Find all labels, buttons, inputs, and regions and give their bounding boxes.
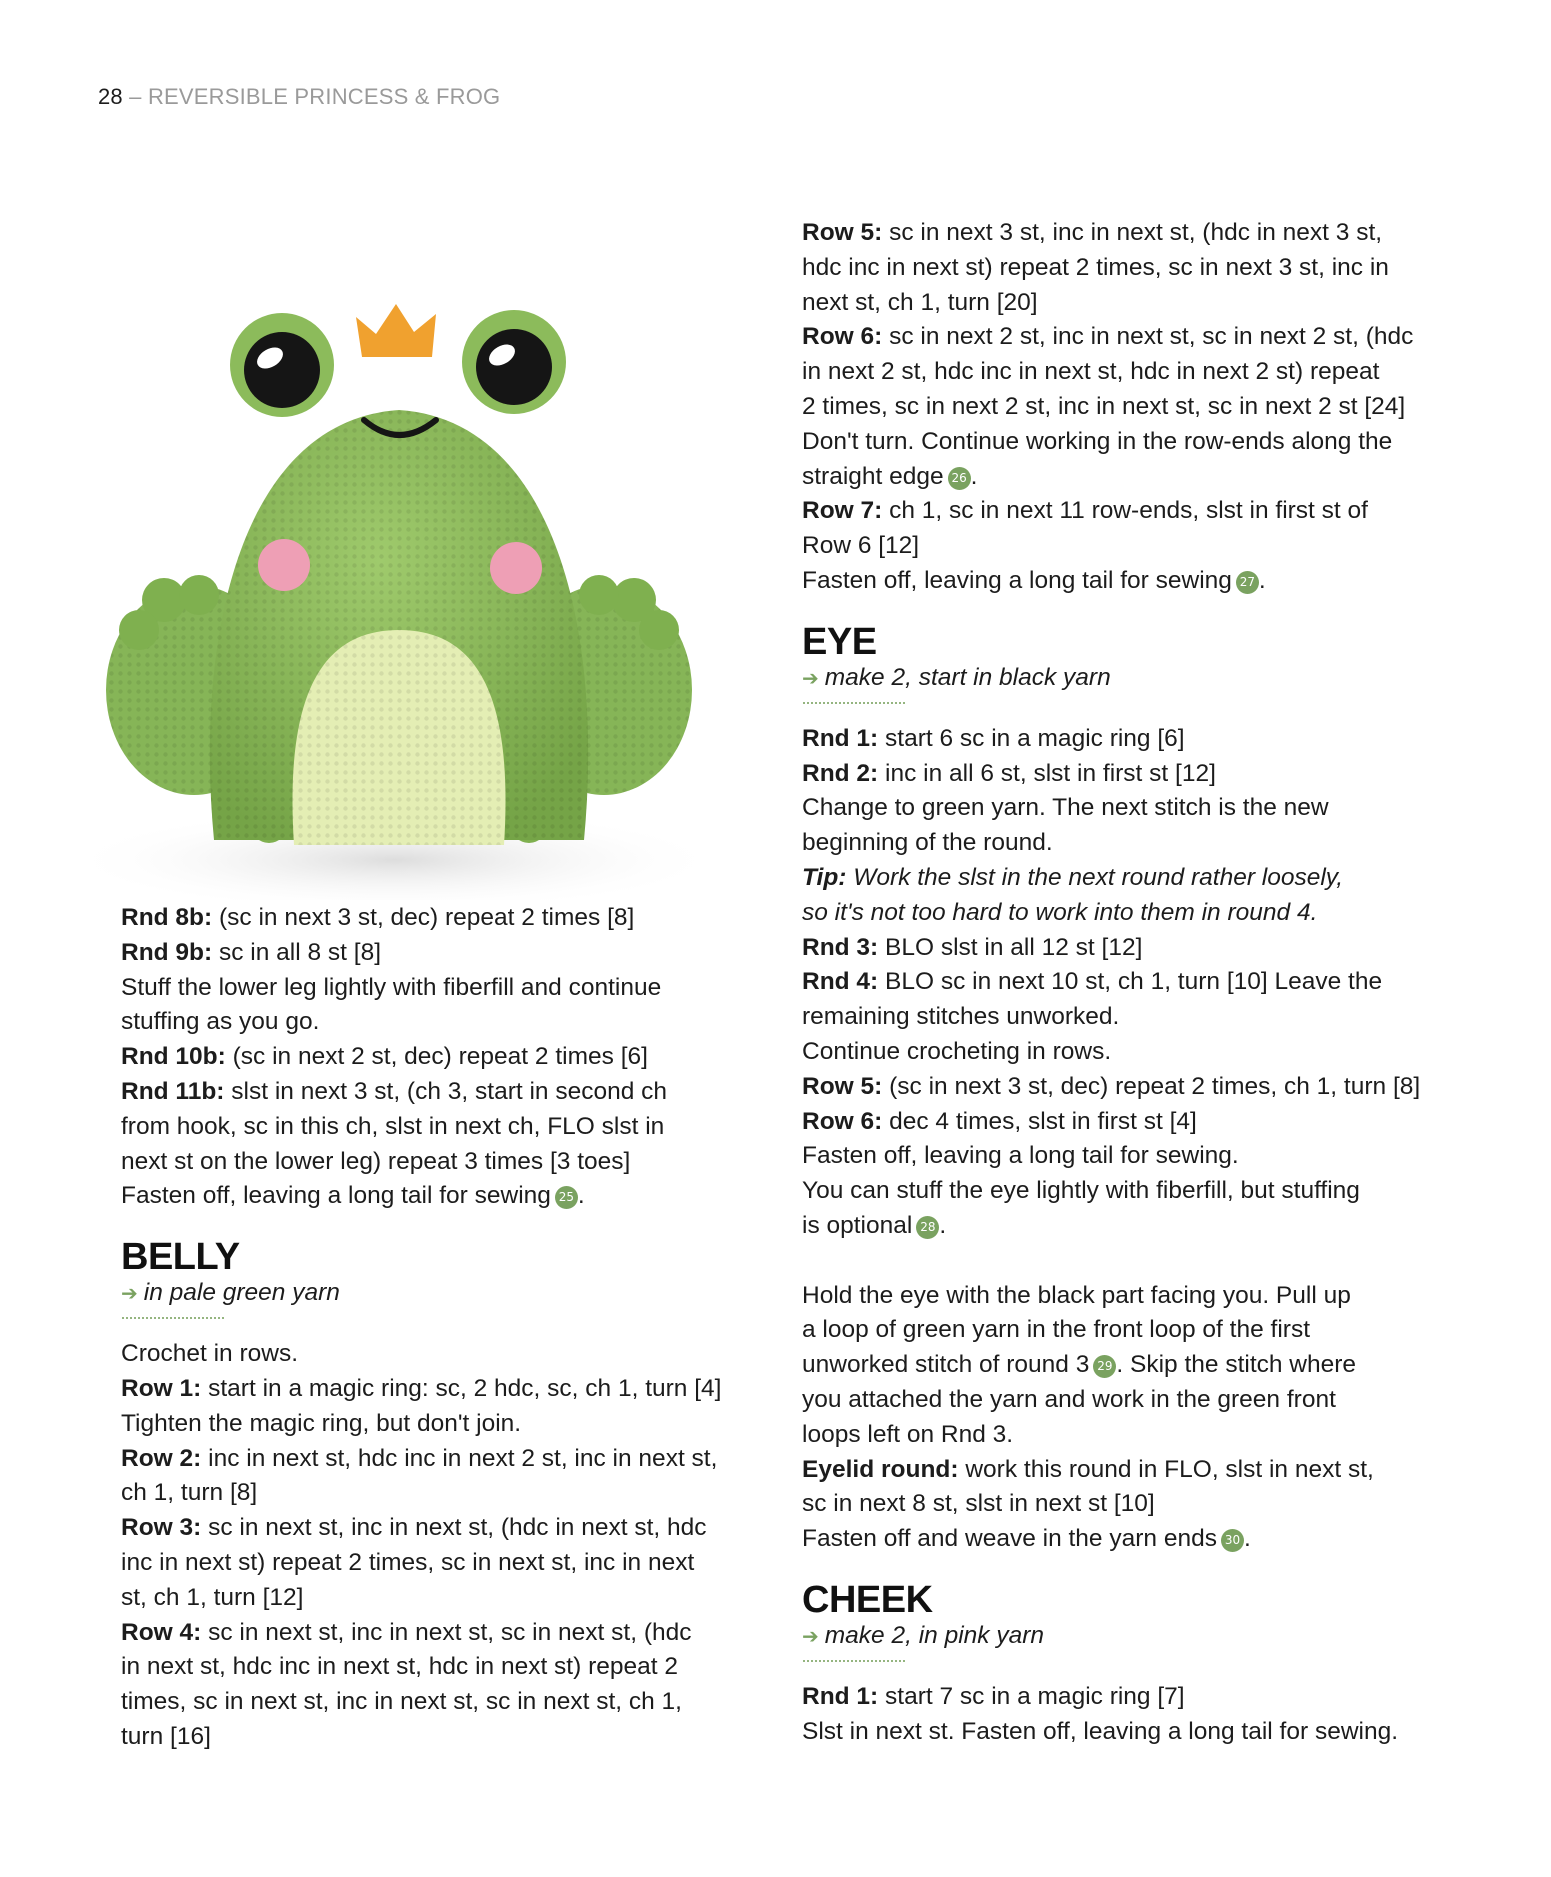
- step-text: BLO slst in all 12 st [12]: [878, 933, 1143, 961]
- eye-right: [462, 310, 566, 414]
- instruction-line: [121, 1075, 771, 1110]
- instruction-line: [802, 494, 1452, 529]
- cheek-section: [802, 1579, 1452, 1750]
- step-text: Change to green yarn. The next stitch is the new: [802, 794, 1329, 822]
- frog-photo: [44, 300, 724, 900]
- instruction-line: [802, 1035, 1452, 1070]
- step-text-after: .: [577, 1182, 585, 1210]
- instruction-line: [121, 1546, 771, 1581]
- instruction-line: [121, 1476, 771, 1511]
- step-text: Fasten off and weave in the yarn ends: [802, 1525, 1217, 1553]
- step-text: inc in next st) repeat 2 times, sc in next st, inc in next: [121, 1548, 695, 1576]
- step-text: inc in next st, hdc inc in next 2 st, inc in next st,: [201, 1444, 718, 1472]
- belly-section: [121, 1236, 771, 1755]
- step-text: start in a magic ring: sc, 2 hdc, sc, ch 1, turn [4]: [201, 1374, 722, 1402]
- step-text: 2 times, sc in next 2 st, inc in next st, sc in next 2 st [24]: [802, 392, 1406, 420]
- step-text: (sc in next 3 st, dec) repeat 2 times, ch 1, turn [8]: [882, 1072, 1421, 1100]
- step-text: sc in next 2 st, inc in next st, sc in next 2 st, (hdc: [882, 323, 1414, 351]
- step-text: Tighten the magic ring, but don't join.: [121, 1409, 522, 1437]
- step-text-after: .: [939, 1211, 947, 1239]
- instruction-line: [802, 425, 1452, 460]
- instruction-line: [802, 826, 1452, 861]
- section-subtitle-cheek: ➔ make 2, in pink yarn: [802, 1621, 1045, 1649]
- step-text: sc in next 8 st, slst in next st [10]: [802, 1490, 1155, 1518]
- photo-reference-badge: 27: [1236, 571, 1259, 594]
- instruction-line: [121, 1511, 771, 1546]
- instruction-line: [121, 936, 771, 971]
- running-head-separator: –: [122, 84, 148, 109]
- cheek-instructions: [802, 1680, 1452, 1750]
- instruction-line: [802, 1348, 1452, 1383]
- step-text-after: . Skip the stitch where: [1116, 1351, 1357, 1379]
- step-text: BLO sc in next 10 st, ch 1, turn [10] Leave the: [878, 968, 1383, 996]
- arrow-icon: ➔: [802, 667, 819, 690]
- arrow-icon: ➔: [802, 1625, 819, 1648]
- step-text: sc in next 3 st, inc in next st, (hdc in next 3 st,: [882, 219, 1383, 246]
- step-text: dec 4 times, slst in first st [4]: [882, 1107, 1197, 1135]
- step-text: Work the slst in the next round rather loosely,: [846, 863, 1344, 891]
- step-label: Row 6:: [802, 323, 883, 351]
- step-text: sc in next st, inc in next st, (hdc in next st, hdc: [201, 1514, 707, 1542]
- step-text: Hold the eye with the black part facing you. Pull up: [802, 1281, 1351, 1309]
- instruction-line: [121, 1616, 771, 1651]
- step-label: Rnd 10b:: [121, 1043, 226, 1071]
- instruction-line: [121, 901, 771, 936]
- eye-instructions: [802, 722, 1452, 1557]
- dotted-divider: [802, 702, 906, 704]
- step-text: ch 1, sc in next 11 row-ends, slst in first st of: [882, 497, 1368, 525]
- instruction-line: [121, 1005, 771, 1040]
- step-text: st, ch 1, turn [12]: [121, 1583, 304, 1611]
- step-text: start 7 sc in a magic ring [7]: [878, 1682, 1185, 1710]
- step-text: next st, ch 1, turn [20]: [802, 288, 1038, 316]
- step-text: Fasten off, leaving a long tail for sewing: [121, 1182, 551, 1210]
- photo-reference-badge: 25: [555, 1186, 578, 1209]
- step-text: Don't turn. Continue working in the row-ends along the: [802, 427, 1393, 455]
- step-label: Rnd 2:: [802, 759, 879, 787]
- instruction-line: [802, 965, 1452, 1000]
- instruction-line: [121, 1720, 771, 1755]
- crown: [356, 304, 436, 357]
- instruction-line: [802, 251, 1452, 286]
- instruction-line: [802, 1418, 1452, 1453]
- dotted-divider: [121, 1317, 225, 1319]
- instruction-line: [802, 757, 1452, 792]
- photo-reference-badge: 29: [1093, 1355, 1116, 1378]
- step-text: ch 1, turn [8]: [121, 1479, 258, 1507]
- photo-reference-badge: 26: [948, 467, 971, 490]
- instruction-line: [802, 564, 1452, 599]
- step-text: remaining stitches unworked.: [802, 1003, 1120, 1031]
- instruction-line: [121, 1442, 771, 1477]
- instruction-line: [802, 896, 1452, 931]
- instruction-line: [121, 1040, 771, 1075]
- instruction-line: [802, 722, 1452, 757]
- step-label: Eyelid round:: [802, 1455, 959, 1483]
- step-label: Row 2:: [121, 1444, 202, 1472]
- instruction-line: [802, 320, 1452, 355]
- running-head: [98, 84, 500, 110]
- instruction-line: [802, 1000, 1452, 1035]
- instruction-line: [802, 1487, 1452, 1522]
- step-text: is optional: [802, 1211, 913, 1239]
- step-label: Row 1:: [121, 1374, 202, 1402]
- step-text: hdc inc in next st) repeat 2 times, sc in next 3 st, inc in: [802, 253, 1389, 281]
- step-text: (sc in next 3 st, dec) repeat 2 times [8]: [212, 904, 635, 931]
- step-text-after: .: [1243, 1525, 1251, 1553]
- instruction-line: [802, 1279, 1452, 1314]
- instruction-line: [121, 1685, 771, 1720]
- step-text: sc in all 8 st [8]: [212, 938, 382, 966]
- step-text: start 6 sc in a magic ring [6]: [878, 724, 1185, 752]
- step-text: unworked stitch of round 3: [802, 1351, 1090, 1379]
- instruction-line: [121, 1337, 771, 1372]
- instruction-line: [802, 1522, 1452, 1557]
- eye-section: [802, 621, 1452, 1557]
- instruction-line: [802, 460, 1452, 495]
- step-label: Row 4:: [121, 1618, 202, 1646]
- step-text: straight edge: [802, 462, 944, 490]
- instruction-line: [802, 1139, 1452, 1174]
- instruction-line: [802, 1209, 1452, 1244]
- step-label: Row 3:: [121, 1514, 202, 1542]
- step-text: Slst in next st. Fasten off, leaving a long tail for sewing.: [802, 1717, 1399, 1745]
- instruction-line: [121, 1581, 771, 1616]
- instruction-line: [802, 1715, 1452, 1750]
- instruction-line: [121, 971, 771, 1006]
- cheek-right: [490, 542, 542, 594]
- step-label: Row 5:: [802, 219, 883, 246]
- step-text: Continue crocheting in rows.: [802, 1037, 1112, 1065]
- step-label: Rnd 1:: [802, 1682, 879, 1710]
- section-subtitle-eye: ➔ make 2, start in black yarn: [802, 663, 1111, 691]
- instruction-line: [802, 1244, 1452, 1279]
- instruction-line: [802, 1453, 1452, 1488]
- instruction-line: [802, 355, 1452, 390]
- step-text: turn [16]: [121, 1722, 211, 1750]
- step-text: in next 2 st, hdc inc in next st, hdc in next 2 st) repeat: [802, 358, 1380, 386]
- instruction-line: [802, 286, 1452, 321]
- step-label: Row 5:: [802, 1072, 883, 1100]
- step-label: Rnd 4:: [802, 968, 879, 996]
- section-title-cheek: CHEEK: [802, 1578, 933, 1621]
- step-label: Rnd 1:: [802, 724, 879, 752]
- instruction-line: [802, 529, 1452, 564]
- page-number: 28: [98, 84, 123, 109]
- step-text: stuffing as you go.: [121, 1008, 320, 1036]
- step-text: You can stuff the eye lightly with fiberfill, but stuffing: [802, 1177, 1360, 1205]
- instruction-line: [802, 216, 1452, 251]
- step-label: Rnd 3:: [802, 933, 879, 961]
- step-text: (sc in next 2 st, dec) repeat 2 times [6]: [225, 1043, 648, 1071]
- step-text: inc in all 6 st, slst in first st [12]: [878, 759, 1216, 787]
- instruction-line: [802, 1383, 1452, 1418]
- instruction-line: [121, 1650, 771, 1685]
- cheek-left: [258, 539, 310, 591]
- step-text: Crochet in rows.: [121, 1340, 299, 1368]
- step-text: loops left on Rnd 3.: [802, 1420, 1014, 1448]
- step-text: a loop of green yarn in the front loop of the first: [802, 1316, 1311, 1344]
- instruction-line: [121, 1179, 771, 1214]
- step-text: Row 6 [12]: [802, 532, 920, 560]
- section-title-eye: EYE: [802, 620, 877, 663]
- step-label: Rnd 8b:: [121, 904, 213, 931]
- left-column: [121, 901, 771, 1755]
- arrow-icon: ➔: [121, 1283, 138, 1306]
- instruction-line: [802, 1313, 1452, 1348]
- right-column: [802, 216, 1452, 1749]
- step-text: Fasten off, leaving a long tail for sewing: [802, 566, 1232, 594]
- step-label: Rnd 9b:: [121, 938, 213, 966]
- step-text: times, sc in next st, inc in next st, sc in next st, ch 1,: [121, 1688, 682, 1716]
- step-text: in next st, hdc inc in next st, hdc in next st) repeat 2: [121, 1653, 678, 1681]
- right-column-instructions: [802, 216, 1452, 599]
- step-text: from hook, sc in this ch, slst in next ch, FLO slst in: [121, 1112, 665, 1140]
- instruction-line: [802, 1680, 1452, 1715]
- step-text: Fasten off, leaving a long tail for sewing.: [802, 1142, 1239, 1170]
- step-text: so it's not too hard to work into them in round 4.: [802, 898, 1318, 926]
- step-text-after: .: [970, 462, 978, 490]
- instruction-line: [802, 1174, 1452, 1209]
- instruction-line: [802, 1070, 1452, 1105]
- photo-reference-badge: 28: [916, 1216, 939, 1239]
- instruction-line: [802, 931, 1452, 966]
- instruction-line: [802, 861, 1452, 896]
- instruction-line: [802, 390, 1452, 425]
- step-text: Stuff the lower leg lightly with fiberfill and continue: [121, 973, 662, 1001]
- step-label: Row 7:: [802, 497, 883, 525]
- step-text-after: .: [1258, 566, 1266, 594]
- section-subtitle-belly: ➔ in pale green yarn: [121, 1279, 340, 1307]
- dotted-divider: [802, 1660, 906, 1662]
- belly-instructions: [121, 1337, 771, 1755]
- step-label: Row 6:: [802, 1107, 883, 1135]
- step-text: you attached the yarn and work in the green front: [802, 1385, 1336, 1413]
- step-text: sc in next st, inc in next st, sc in next st, (hdc: [201, 1618, 692, 1646]
- step-text: slst in next 3 st, (ch 3, start in second ch: [224, 1077, 668, 1105]
- photo-reference-badge: 30: [1221, 1529, 1244, 1552]
- step-label: Rnd 11b:: [121, 1077, 225, 1105]
- left-column-instructions: [121, 901, 771, 1214]
- step-text: beginning of the round.: [802, 829, 1053, 857]
- section-title-belly: BELLY: [121, 1236, 240, 1279]
- instruction-line: [121, 1372, 771, 1407]
- eye-left: [230, 313, 334, 417]
- instruction-line: [802, 1105, 1452, 1140]
- book-title: REVERSIBLE PRINCESS & FROG: [147, 84, 501, 109]
- instruction-line: [121, 1145, 771, 1180]
- instruction-line: [802, 791, 1452, 826]
- instruction-line: [121, 1110, 771, 1145]
- step-text: work this round in FLO, slst in next st,: [958, 1455, 1374, 1483]
- step-text: next st on the lower leg) repeat 3 times [3 toes]: [121, 1147, 631, 1175]
- instruction-line: [121, 1407, 771, 1442]
- step-label: Tip:: [802, 863, 847, 891]
